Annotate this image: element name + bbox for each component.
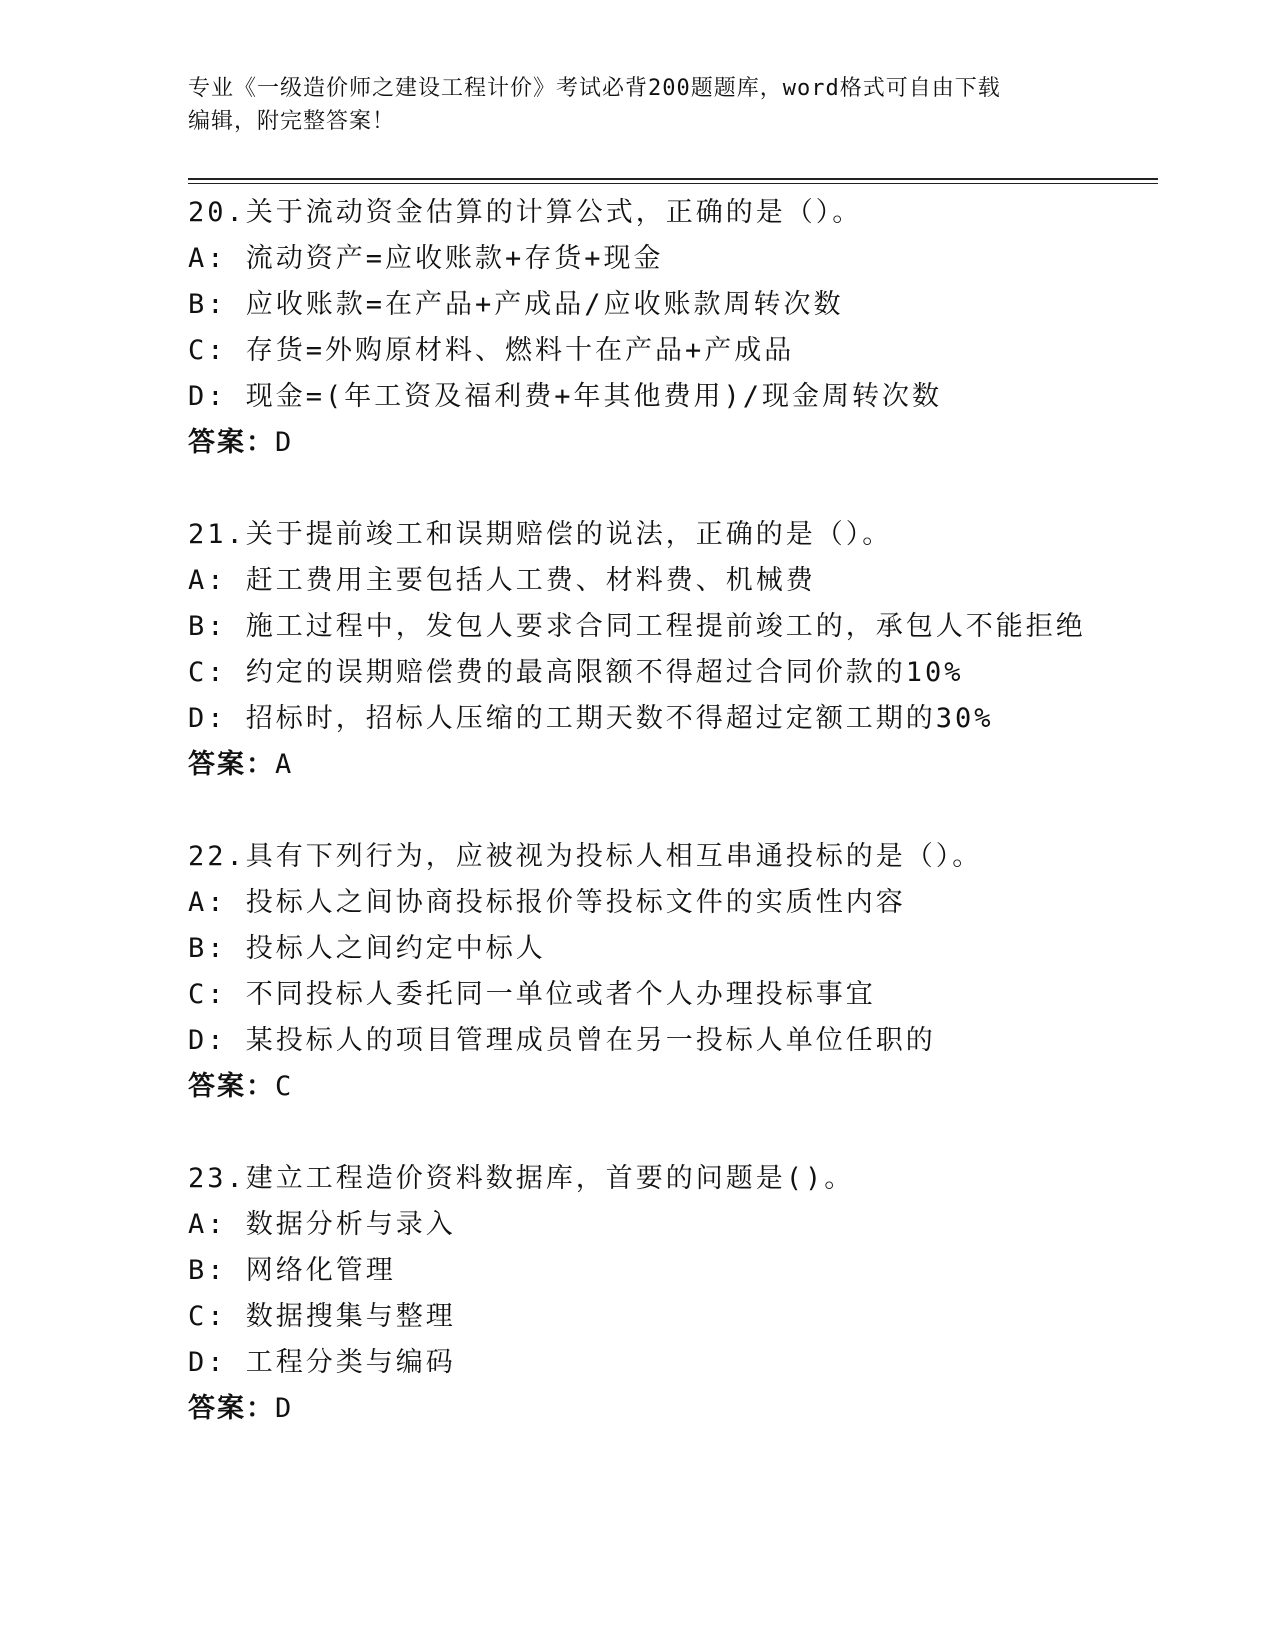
option-d: D: 某投标人的项目管理成员曾在另一投标人单位任职的 [188, 1025, 936, 1056]
question-stem: 21.关于提前竣工和误期赔偿的说法，正确的是（）。 [188, 519, 893, 550]
answer-value: C [275, 1071, 292, 1102]
option-a: A: 赶工费用主要包括人工费、材料费、机械费 [188, 565, 816, 596]
header-line-2: 编辑，附完整答案！ [188, 109, 396, 134]
answer-line [188, 420, 1188, 466]
document-header [188, 72, 1088, 138]
answer-label: 答案： [188, 1071, 275, 1102]
question-spacer [188, 1110, 1188, 1156]
header-line-1: 专业《一级造价师之建设工程计价》考试必背200题题库，word格式可自由下载 [188, 76, 1001, 101]
answer-line [188, 1386, 1188, 1432]
option-c: C: 约定的误期赔偿费的最高限额不得超过合同价款的10% [188, 657, 964, 688]
answer-label: 答案： [188, 427, 275, 458]
answer-value: A [275, 749, 292, 780]
header-divider-thin [188, 183, 1158, 184]
question-21 [188, 512, 1188, 788]
question-spacer [188, 788, 1188, 834]
option-b: B: 投标人之间约定中标人 [188, 933, 546, 964]
option-c: C: 存货=外购原材料、燃料十在产品+产成品 [188, 335, 795, 366]
answer-value: D [275, 1393, 292, 1424]
answer-line [188, 742, 1188, 788]
question-22 [188, 834, 1188, 1110]
question-stem: 22.具有下列行为，应被视为投标人相互串通投标的是（）。 [188, 841, 983, 872]
option-b: B: 施工过程中，发包人要求合同工程提前竣工的，承包人不能拒绝 [188, 611, 1086, 642]
header-divider-thick [188, 178, 1158, 180]
option-c: C: 数据搜集与整理 [188, 1301, 456, 1332]
option-c: C: 不同投标人委托同一单位或者个人办理投标事宜 [188, 979, 876, 1010]
question-stem: 20.关于流动资金估算的计算公式，正确的是（）。 [188, 197, 863, 228]
answer-line [188, 1064, 1188, 1110]
option-a: A: 投标人之间协商投标报价等投标文件的实质性内容 [188, 887, 906, 918]
question-stem: 23.建立工程造价资料数据库，首要的问题是()。 [188, 1163, 855, 1194]
option-d: D: 现金=(年工资及福利费+年其他费用)/现金周转次数 [188, 381, 943, 412]
option-d: D: 工程分类与编码 [188, 1347, 456, 1378]
question-list [188, 190, 1188, 1432]
question-spacer [188, 466, 1188, 512]
question-23 [188, 1156, 1188, 1432]
option-a: A: 数据分析与录入 [188, 1209, 456, 1240]
option-d: D: 招标时，招标人压缩的工期天数不得超过定额工期的30% [188, 703, 994, 734]
option-a: A: 流动资产=应收账款+存货+现金 [188, 243, 664, 274]
answer-value: D [275, 427, 292, 458]
question-20 [188, 190, 1188, 466]
answer-label: 答案： [188, 749, 275, 780]
option-b: B: 应收账款=在产品+产成品/应收账款周转次数 [188, 289, 844, 320]
answer-label: 答案： [188, 1393, 275, 1424]
option-b: B: 网络化管理 [188, 1255, 396, 1286]
